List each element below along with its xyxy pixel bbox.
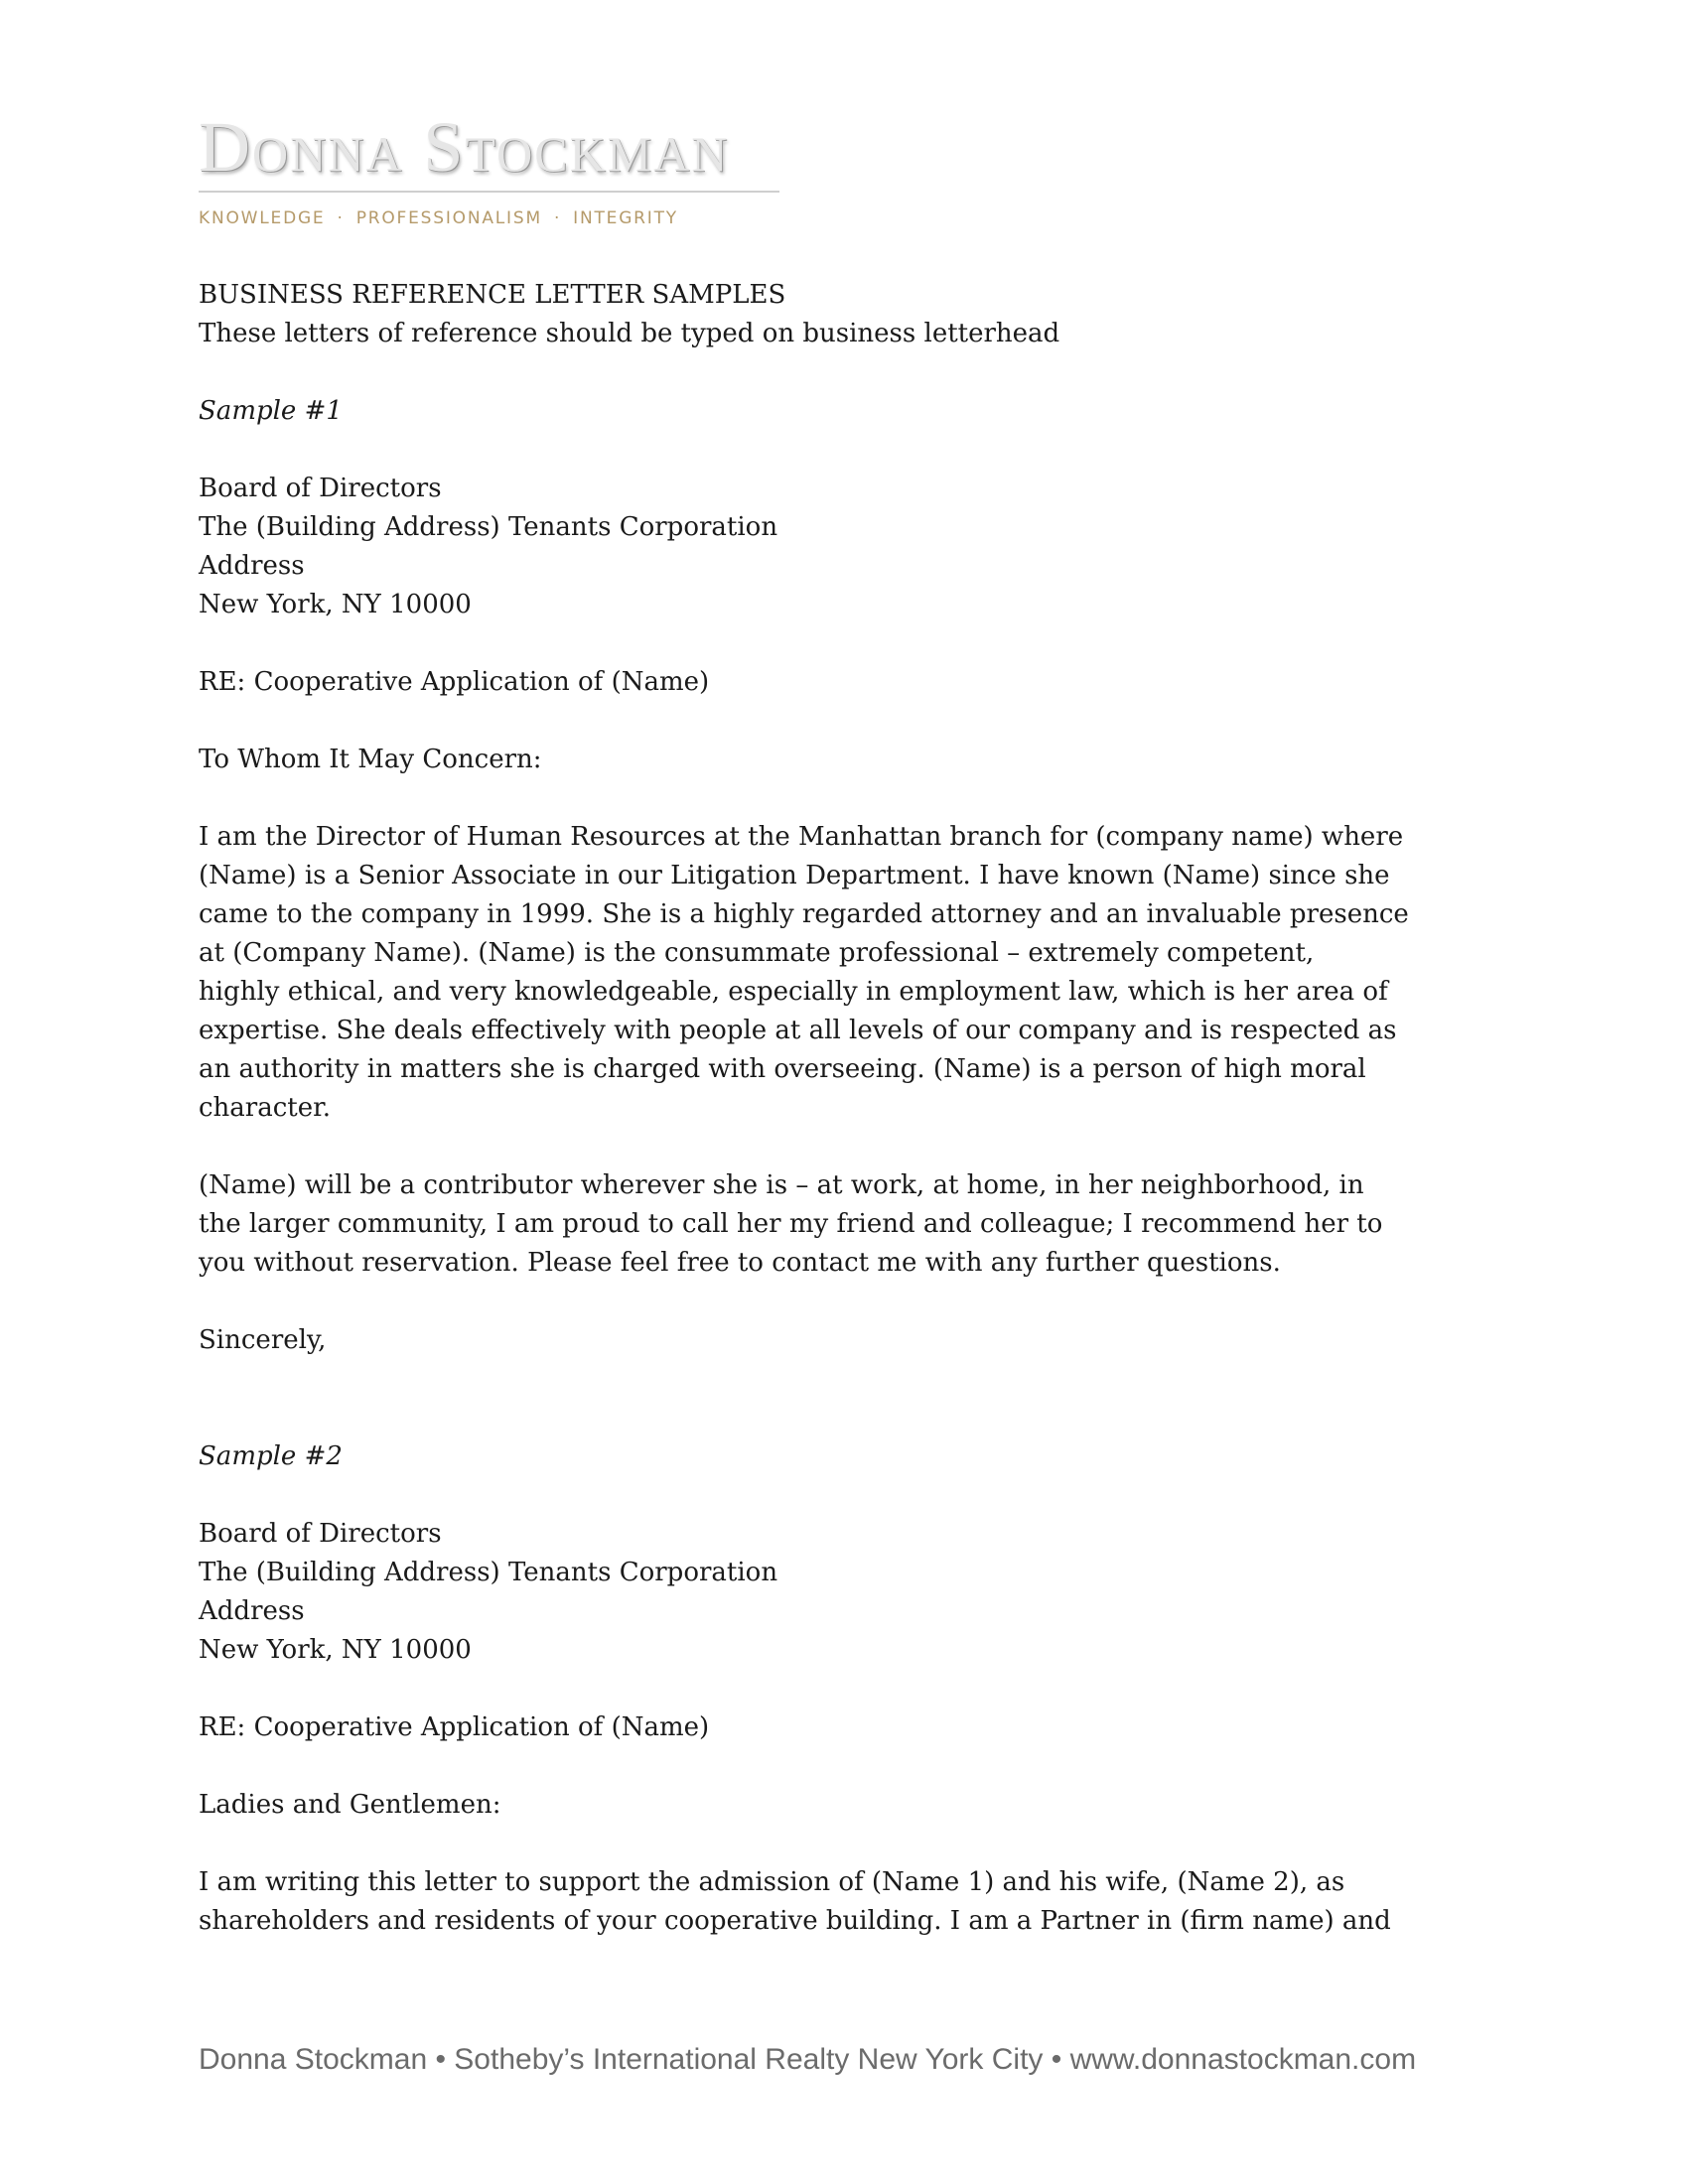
page-footer: Donna Stockman • Sotheby’s International Realty New York City • www.donnastockman.com bbox=[199, 2043, 1417, 2076]
tagline-knowledge: KNOWLEDGE bbox=[199, 208, 326, 228]
address-line: Board of Directors bbox=[199, 474, 442, 503]
paragraph-line: expertise. She deals effectively with people at all levels of our company and is respected as bbox=[199, 1016, 1397, 1045]
sample-1-address-block bbox=[199, 470, 1509, 624]
paragraph-line: shareholders and residents of your cooperative building. I am a Partner in (firm name) and bbox=[199, 1906, 1391, 1936]
address-line: The (Building Address) Tenants Corporation bbox=[199, 512, 778, 542]
address-line: New York, NY 10000 bbox=[199, 590, 472, 619]
address-line: Board of Directors bbox=[199, 1519, 442, 1549]
sample-1-paragraph-1 bbox=[199, 818, 1509, 1128]
sample-1-closing: Sincerely, bbox=[199, 1325, 327, 1355]
tagline-professionalism: PROFESSIONALISM bbox=[355, 208, 542, 228]
paragraph-line: came to the company in 1999. She is a highly regarded attorney and an invaluable presence bbox=[199, 899, 1409, 929]
tagline-separator: · bbox=[553, 208, 562, 228]
sample-1-paragraph-2 bbox=[199, 1166, 1509, 1283]
address-line: Address bbox=[199, 551, 305, 581]
sample-2-label: Sample #2 bbox=[199, 1441, 343, 1471]
paragraph-line: an authority in matters she is charged with overseeing. (Name) is a person of high moral bbox=[199, 1054, 1366, 1084]
sample-2-paragraph-1 bbox=[199, 1863, 1509, 1941]
sample-1-salutation: To Whom It May Concern: bbox=[199, 745, 542, 774]
logo-name: Donna Stockman bbox=[199, 107, 730, 187]
paragraph-line: (Name) will be a contributor wherever she is – at work, at home, in her neighborhood, in bbox=[199, 1170, 1364, 1200]
tagline bbox=[199, 208, 834, 228]
logo-divider bbox=[199, 191, 779, 193]
address-line: The (Building Address) Tenants Corporation bbox=[199, 1558, 778, 1587]
letterhead bbox=[199, 107, 834, 228]
paragraph-line: character. bbox=[199, 1093, 331, 1123]
sample-2-salutation: Ladies and Gentlemen: bbox=[199, 1790, 501, 1820]
sample-1-label: Sample #1 bbox=[199, 396, 343, 426]
paragraph-line: you without reservation. Please feel free to contact me with any further questions. bbox=[199, 1248, 1281, 1278]
sample-1-re-line: RE: Cooperative Application of (Name) bbox=[199, 667, 710, 697]
paragraph-line: the larger community, I am proud to call her my friend and colleague; I recommend her to bbox=[199, 1209, 1383, 1239]
address-line: New York, NY 10000 bbox=[199, 1635, 472, 1665]
paragraph-line: at (Company Name). (Name) is the consummate professional – extremely competent, bbox=[199, 938, 1315, 968]
paragraph-line: I am writing this letter to support the admission of (Name 1) and his wife, (Name 2), as bbox=[199, 1867, 1345, 1897]
document-body bbox=[199, 276, 1509, 1979]
tagline-integrity: INTEGRITY bbox=[573, 208, 678, 228]
document-title: BUSINESS REFERENCE LETTER SAMPLES bbox=[199, 280, 786, 310]
address-line: Address bbox=[199, 1596, 305, 1626]
sample-2-address-block bbox=[199, 1515, 1509, 1670]
tagline-separator: · bbox=[337, 208, 345, 228]
paragraph-line: (Name) is a Senior Associate in our Litigation Department. I have known (Name) since she bbox=[199, 861, 1390, 890]
document-heading bbox=[199, 276, 1509, 353]
sample-2-re-line: RE: Cooperative Application of (Name) bbox=[199, 1712, 710, 1742]
paragraph-line: I am the Director of Human Resources at the Manhattan branch for (company name) where bbox=[199, 822, 1404, 852]
document-subtitle: These letters of reference should be typed on business letterhead bbox=[199, 319, 1060, 348]
paragraph-line: highly ethical, and very knowledgeable, especially in employment law, which is her area of bbox=[199, 977, 1388, 1007]
